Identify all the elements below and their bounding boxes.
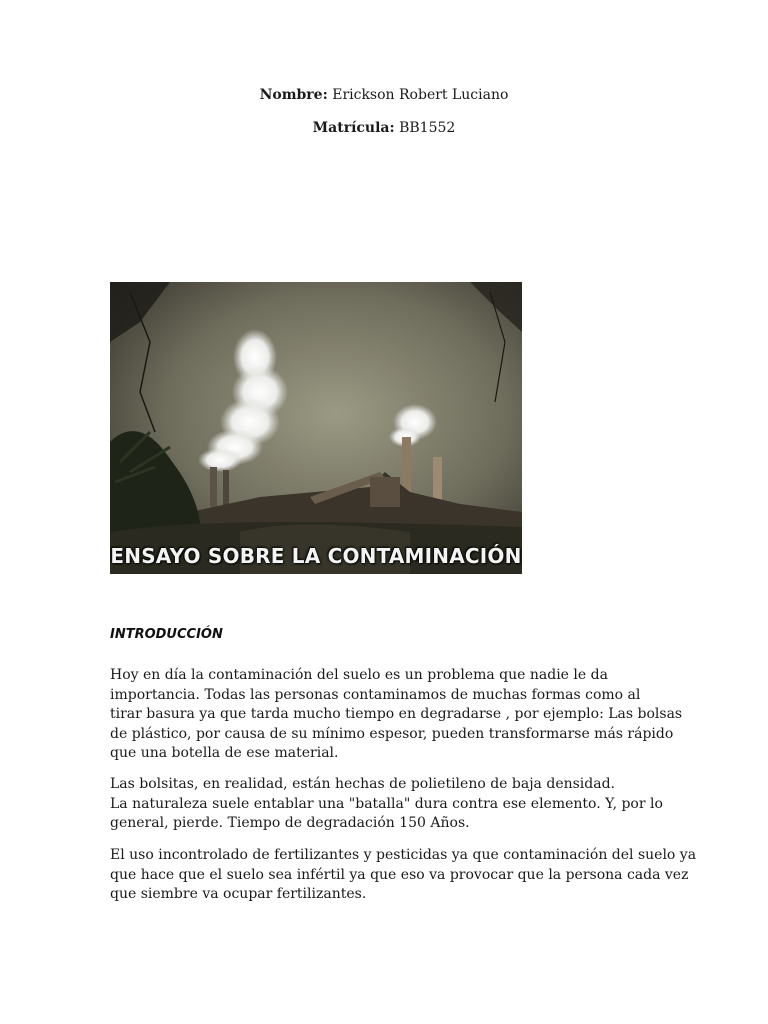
image-caption: ENSAYO SOBRE LA CONTAMINACIÓN [110, 544, 522, 568]
name-value: Erickson Robert Luciano [332, 87, 509, 103]
paragraph-line: La naturaleza suele entablar una "batalla" dura contra ese elemento. Y, por lo [110, 795, 663, 812]
factory-illustration [110, 282, 522, 574]
pollution-image [110, 282, 522, 574]
paragraph-line: tirar basura ya que tarda mucho tiempo en degradarse , por ejemplo: Las bolsas [110, 706, 683, 722]
paragraph-line: de plástico, por causa de su mínimo espesor, pueden transformarse más rápido [110, 725, 674, 742]
paragraph-line: que siembre va ocupar fertilizantes. [110, 886, 367, 902]
paragraph-line: que hace que el suelo sea infértil ya que eso va provocar que la persona cada vez [110, 866, 689, 883]
paragraph-1 [110, 666, 683, 764]
id-value: BB1552 [399, 120, 456, 136]
paragraph-line: que una botella de ese material. [110, 745, 339, 761]
paragraph-line: importancia. Todas las personas contaminamos de muchas formas como al [110, 686, 641, 703]
paragraph-line: El uso incontrolado de fertilizantes y pesticidas ya que contaminación del suelo ya [110, 847, 697, 863]
id-line [0, 120, 768, 136]
name-line [0, 87, 768, 103]
paragraph-2 [110, 775, 663, 834]
paragraph-3 [110, 846, 697, 905]
paragraph-line: Hoy en día la contaminación del suelo es un problema que nadie le da [110, 667, 608, 683]
paragraph-line: general, pierde. Tiempo de degradación 150 Años. [110, 815, 470, 831]
paragraph-line: Las bolsitas, en realidad, están hechas de polietileno de baja densidad. [110, 776, 615, 792]
id-label: Matrícula: [312, 120, 395, 136]
section-heading: INTRODUCCIÓN [110, 627, 223, 642]
name-label: Nombre: [259, 87, 328, 103]
